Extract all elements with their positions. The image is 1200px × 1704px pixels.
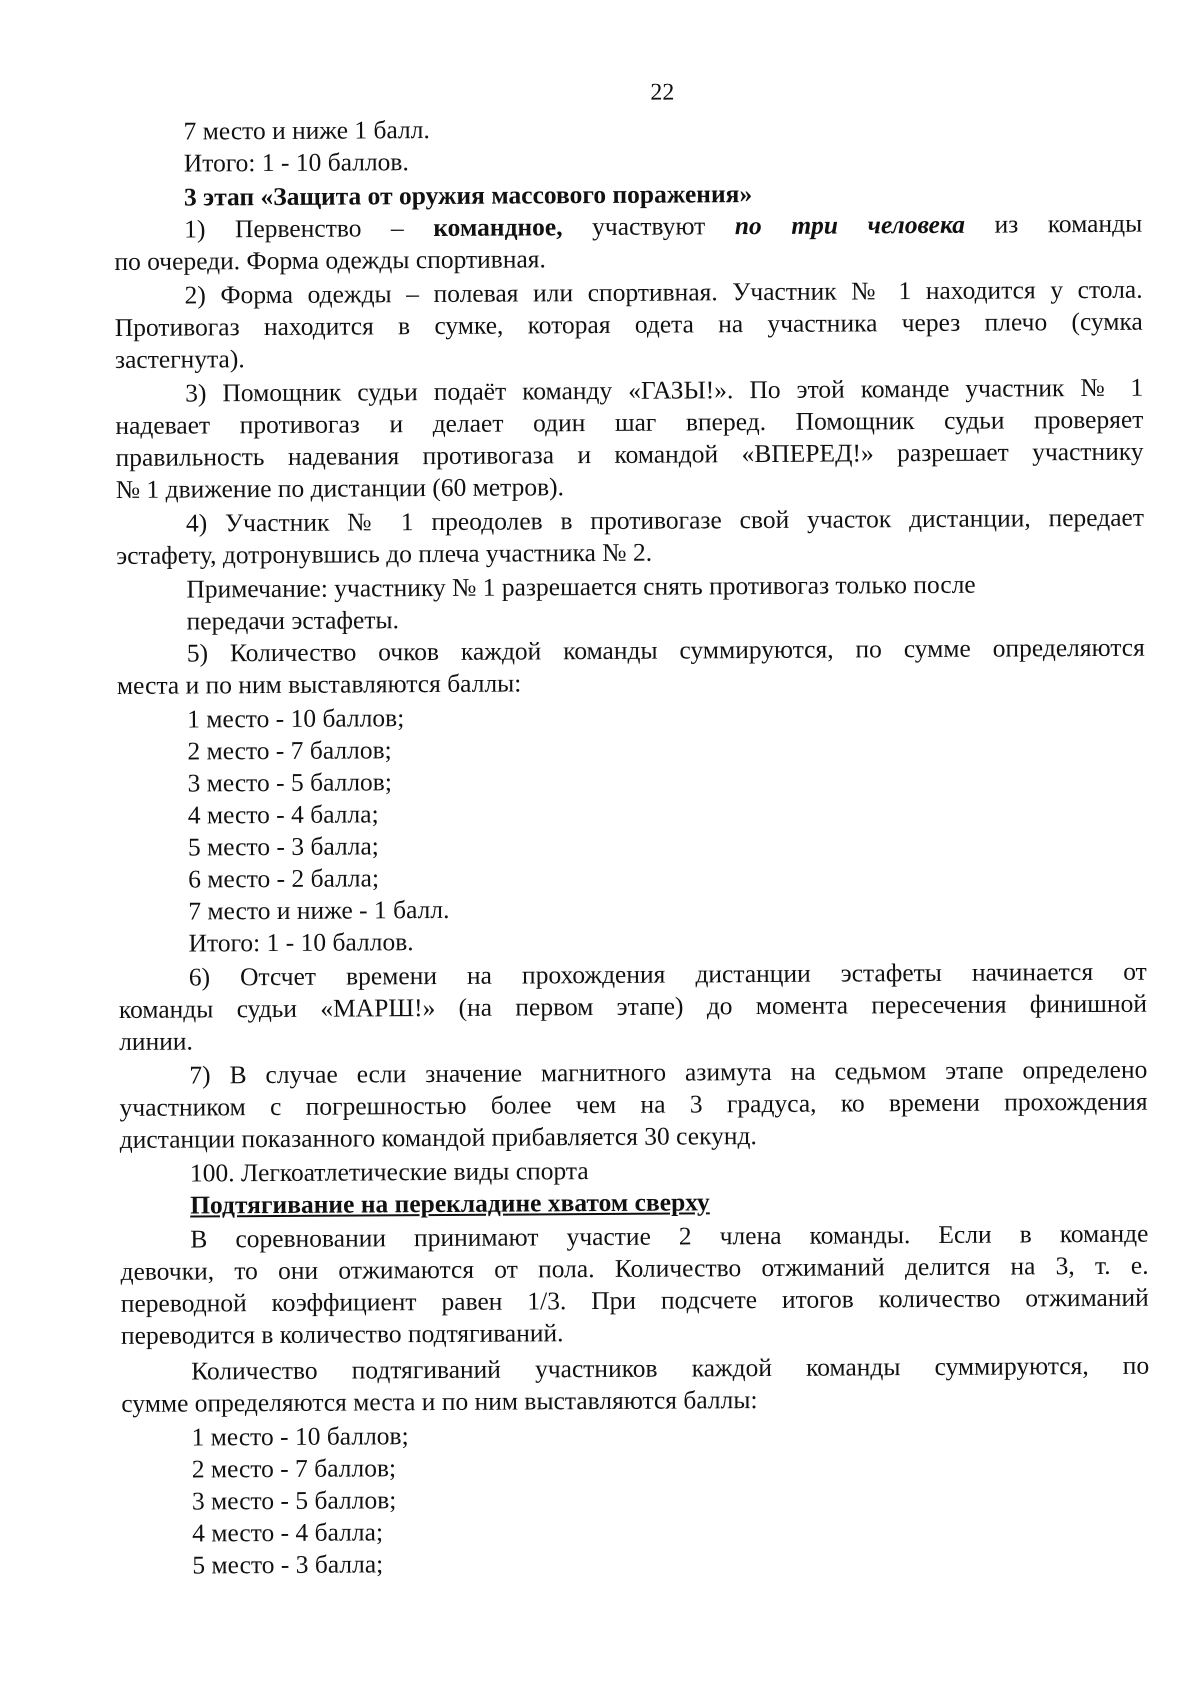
stage3-p3-line1: 3) Помощник судьи подаёт команду «ГАЗЫ!». По этой команде участник № 1 bbox=[185, 372, 1144, 408]
stage3-score-5: 5 место - 3 балла; bbox=[187, 831, 379, 862]
stage3-p3-line3: правильность надевания противогаза и командой «ВПЕРЕД!» разрешает участнику bbox=[115, 436, 1144, 472]
section100-score-3: 3 место - 5 баллов; bbox=[191, 1485, 397, 1516]
page-number: 22 bbox=[650, 79, 675, 106]
section100-p2-line2: сумме определяются места и по ним выставляются баллы: bbox=[121, 1385, 758, 1418]
section100-score-5: 5 место - 3 балла; bbox=[192, 1549, 384, 1580]
section100-score-4: 4 место - 4 балла; bbox=[192, 1517, 384, 1548]
stage3-p1-b: командное, bbox=[433, 212, 563, 243]
section100-p1-line1: В соревновании принимают участие 2 члена команды. Если в команде bbox=[190, 1218, 1149, 1254]
section100-p1-line4: переводится в количество подтягиваний. bbox=[120, 1318, 564, 1350]
stage3-p1-a: 1) Первенство – bbox=[184, 213, 434, 244]
stage3-p2-line2: Противогаз находится в сумке, которая одета на участника через плечо (сумка bbox=[114, 306, 1143, 342]
stage3-p4-line2: эстафету, дотронувшись до плеча участника № 2. bbox=[116, 537, 653, 570]
stage3-score-7: 7 место и ниже - 1 балл. bbox=[188, 894, 450, 926]
stage3-score-1: 1 место - 10 баллов; bbox=[187, 703, 405, 734]
stage3-p1-line1 bbox=[184, 209, 1142, 245]
section100-p1-line2: девочки, то они отжимаются от пола. Количество отжиманий делится на 3, т. е. bbox=[120, 1250, 1149, 1286]
stage3-score-6: 6 место - 2 балла; bbox=[188, 863, 380, 894]
section100-score-1: 1 место - 10 баллов; bbox=[191, 1421, 409, 1452]
top-line-1: 7 место и ниже 1 балл. bbox=[183, 115, 430, 146]
section100-p2-line1: Количество подтягиваний участников каждой команды суммируются, по bbox=[191, 1350, 1150, 1386]
stage3-p1-c: участвуют bbox=[562, 211, 735, 242]
stage3-p2-line3: застегнута). bbox=[114, 344, 245, 374]
section100-subheading: Подтягивание на перекладине хватом сверху bbox=[190, 1187, 710, 1220]
stage3-p1-line2: по очереди. Форма одежды спортивная. bbox=[114, 244, 546, 276]
stage3-p5-line2: места и по ним выставляются баллы: bbox=[116, 668, 522, 700]
stage3-p6-line3: линии. bbox=[119, 1026, 193, 1056]
stage3-note-line2: передачи эстафеты. bbox=[186, 605, 400, 636]
stage3-note-line1: Примечание: участнику № 1 разрешается снять противогаз только после bbox=[186, 569, 976, 604]
stage3-p6-line1: 6) Отсчет времени на прохождения дистанции эстафеты начинается от bbox=[188, 956, 1147, 992]
stage3-p5-line1: 5) Количество очков каждой команды суммируются, по сумме определяются bbox=[186, 632, 1145, 668]
stage3-heading: 3 этап «Защита от оружия массового поражения» bbox=[183, 179, 753, 212]
stage3-p7-line1: 7) В случае если значение магнитного азимута на седьмом этапе определено bbox=[189, 1054, 1148, 1090]
stage3-p1-e: из команды bbox=[964, 208, 1143, 239]
stage3-p2-line1: 2) Форма одежды – полевая или спортивная. Участник № 1 находится у стола. bbox=[184, 274, 1143, 310]
stage3-p7-line3: дистанции показанного командой прибавляется 30 секунд. bbox=[119, 1121, 757, 1154]
stage3-score-4: 4 место - 4 балла; bbox=[187, 799, 379, 830]
section100-score-2: 2 место - 7 баллов; bbox=[191, 1453, 397, 1484]
stage3-p4-line1: 4) Участник № 1 преодолев в противогазе свой участок дистанции, передает bbox=[185, 502, 1145, 538]
stage3-p1-d: по три человека bbox=[734, 209, 966, 241]
stage3-p3-line2: надевает противогаз и делает один шаг вперед. Помощник судьи проверяет bbox=[115, 404, 1144, 440]
stage3-score-3: 3 место - 5 баллов; bbox=[187, 767, 392, 798]
stage3-score-2: 2 место - 7 баллов; bbox=[187, 735, 392, 766]
top-line-2: Итого: 1 - 10 баллов. bbox=[183, 147, 409, 178]
stage3-p6-line2: команды судьи «МАРШ!» (на первом этапе) до момента пересечения финишной bbox=[118, 988, 1148, 1024]
stage3-score-total: Итого: 1 - 10 баллов. bbox=[188, 927, 414, 958]
stage3-p3-line4: № 1 движение по дистанции (60 метров). bbox=[115, 472, 565, 504]
section100-p1-line3: переводной коэффициент равен 1/3. При подсчете итогов количество отжиманий bbox=[120, 1282, 1149, 1318]
stage3-p7-line2: участником с погрешностью более чем на 3 градуса, ко времени прохождения bbox=[119, 1086, 1148, 1122]
section100-title: 100. Легкоатлетические виды спорта bbox=[189, 1156, 589, 1188]
